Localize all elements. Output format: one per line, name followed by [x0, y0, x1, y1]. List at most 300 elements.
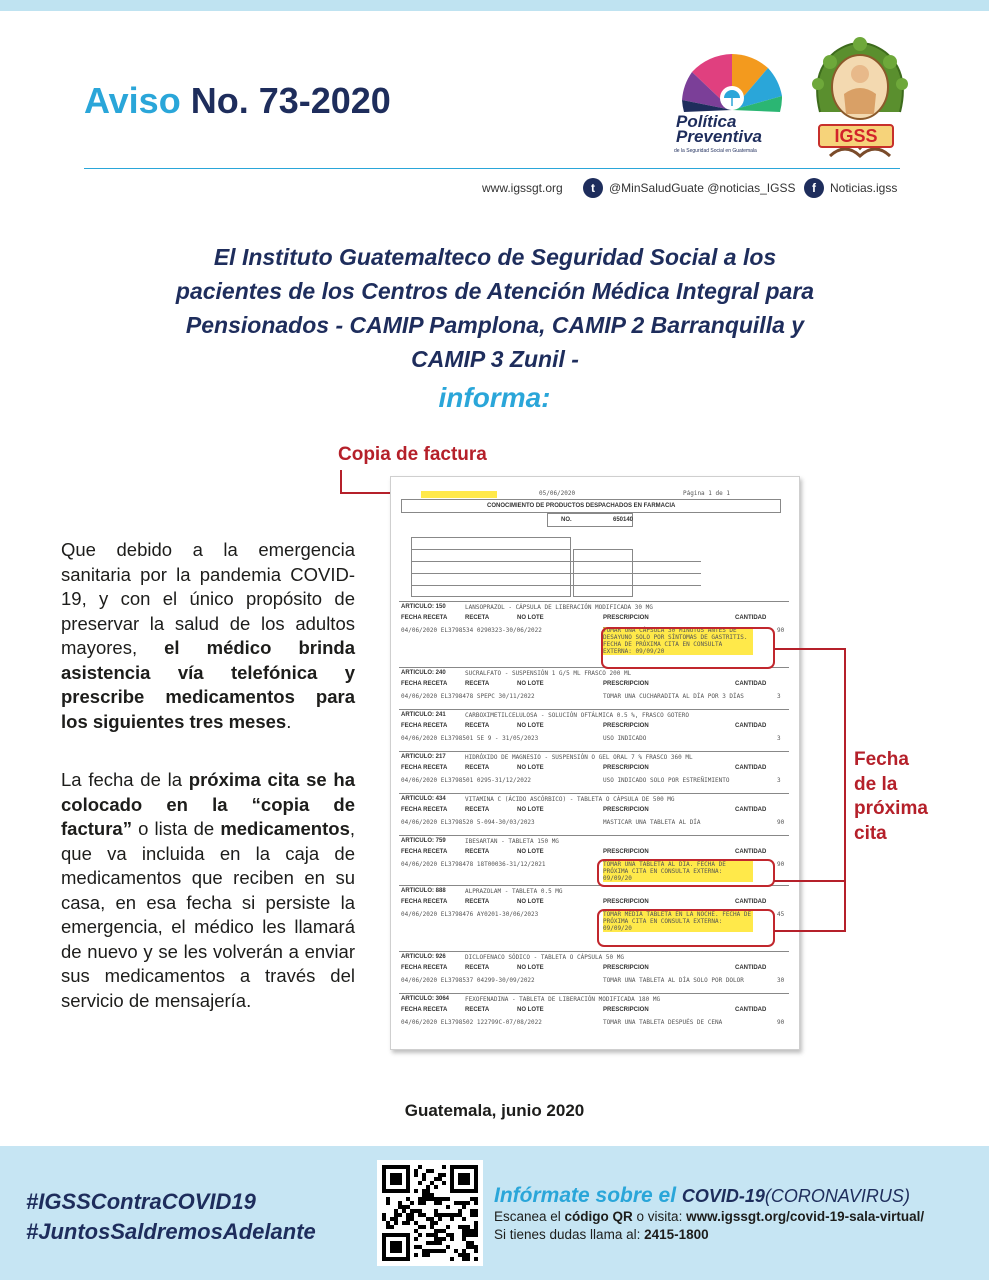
article-divider	[399, 793, 789, 794]
qr-module	[418, 1201, 422, 1205]
qr-module	[386, 1225, 390, 1229]
qr-module	[426, 1189, 430, 1193]
p1-text-a: Que debido a la emergencia sanitaria por la pandemia COVID-19, y con el único propósito de preservar la salud de los adultos mayores,	[61, 539, 355, 658]
qr-module	[406, 1205, 410, 1209]
qr-module	[426, 1253, 430, 1257]
qr-module	[450, 1233, 454, 1237]
qr-module	[390, 1225, 394, 1229]
invoice-number-label: NO.	[561, 517, 572, 523]
paragraph-1	[61, 538, 355, 734]
col-no-lote: NO LOTE	[517, 965, 544, 971]
col-no-lote: NO LOTE	[517, 1007, 544, 1013]
col-fecha-receta: FECHA RECETA	[401, 899, 448, 905]
qr-module	[470, 1233, 474, 1237]
qr-module	[446, 1225, 450, 1229]
footer-info-line3	[494, 1226, 924, 1244]
qr-module	[426, 1217, 430, 1221]
qr-module	[446, 1205, 450, 1209]
aviso-title	[84, 80, 391, 122]
headline-line4: CAMIP 3 Zunil -	[411, 346, 579, 372]
qr-module	[418, 1233, 422, 1237]
footer-info	[494, 1184, 924, 1244]
patient-info-row	[571, 561, 701, 562]
article-prescription: USO INDICADO	[603, 735, 647, 742]
qr-module	[458, 1213, 462, 1217]
logo-line1: Política	[676, 112, 737, 131]
qr-module	[422, 1193, 426, 1197]
p2-text-c: o lista de	[131, 818, 221, 839]
qr-module	[470, 1197, 474, 1201]
article-row-data: 04/06/2020 EL3798537 04299-30/09/2022	[401, 977, 535, 984]
col-receta: RECETA	[465, 807, 490, 813]
patient-info-row	[411, 549, 571, 550]
next-appointment-circle-2	[597, 859, 775, 887]
qr-module	[434, 1229, 438, 1233]
qr-module	[462, 1249, 466, 1253]
article-quantity: 45	[777, 911, 785, 918]
qr-module	[462, 1201, 466, 1205]
qr-module	[430, 1249, 434, 1253]
qr-module	[438, 1213, 442, 1217]
qr-module	[410, 1209, 414, 1213]
hashtag-igss: #IGSSContraCOVID19	[26, 1189, 256, 1214]
sala-virtual-link[interactable]: www.igssgt.org/covid-19-sala-virtual/	[686, 1209, 925, 1224]
informa-heading: informa:	[438, 382, 551, 413]
qr-module	[474, 1233, 478, 1237]
copia-factura-label: Copia de factura	[338, 444, 487, 465]
qr-module	[466, 1245, 470, 1249]
qr-module	[474, 1249, 478, 1253]
qr-module	[382, 1213, 386, 1217]
article-row-data: 04/06/2020 EL3798478 18T00036-31/12/2021	[401, 861, 546, 868]
qr-module	[438, 1173, 442, 1177]
article-description: SUCRALFATO - SUSPENSIÓN 1 G/5 ML FRASCO 200 ML	[465, 670, 632, 677]
aviso-number: No. 73-2020	[190, 80, 391, 121]
qr-module	[450, 1237, 454, 1241]
fecha-label-line4: cita	[854, 822, 887, 844]
qr-module	[470, 1245, 474, 1249]
qr-module	[454, 1249, 458, 1253]
col-cantidad: CANTIDAD	[735, 1007, 767, 1013]
article-description: DICLOFENACO SÓDICO - TABLETA O CÁPSULA 50 MG	[465, 954, 624, 961]
qr-module	[438, 1229, 442, 1233]
igss-logo	[790, 32, 930, 160]
qr-module	[414, 1253, 418, 1257]
col-prescripcion: PRESCRIPCION	[603, 849, 649, 855]
qr-module	[462, 1205, 466, 1209]
article-quantity: 3	[777, 777, 781, 784]
politica-preventiva-text	[676, 114, 762, 144]
article-prescription: TOMAR UNA TABLETA AL DÍA SOLO POR DOLOR	[603, 977, 744, 984]
qr-module	[418, 1225, 422, 1229]
article-divider	[399, 751, 789, 752]
col-cantidad: CANTIDAD	[735, 765, 767, 771]
col-cantidad: CANTIDAD	[735, 899, 767, 905]
footer-info-line2	[494, 1208, 924, 1226]
qr-module	[446, 1197, 450, 1201]
invoice-number-value: 650140	[613, 517, 634, 523]
article-quantity: 30	[777, 977, 785, 984]
website-text	[482, 178, 563, 198]
col-receta: RECETA	[465, 1007, 490, 1013]
qr-module	[426, 1169, 430, 1173]
qr-module	[430, 1241, 434, 1245]
article-code: ARTICULO: 888	[401, 888, 446, 894]
col-prescripcion: PRESCRIPCION	[603, 615, 649, 621]
col-fecha-receta: FECHA RECETA	[401, 807, 448, 813]
qr-module	[438, 1201, 442, 1205]
col-cantidad: CANTIDAD	[735, 849, 767, 855]
qr-module	[434, 1177, 438, 1181]
qr-module	[438, 1241, 442, 1245]
paragraph-2	[61, 768, 355, 1013]
qr-module	[402, 1221, 406, 1225]
qr-module	[422, 1173, 426, 1177]
col-prescripcion: PRESCRIPCION	[603, 965, 649, 971]
qr-module	[438, 1197, 442, 1201]
article-prescription: TOMAR UNA CÁPSULA 30 MINUTOS ANTES DE DESAYUNO SOLO POR SÍNTOMAS DE GASTRITIS. FECHA DE PRÓXIMA CITA EN CONSULTA EXTERNA: 09/09/20	[603, 627, 753, 655]
article-divider	[399, 993, 789, 994]
qr-module	[430, 1193, 434, 1197]
article-row-data: 04/06/2020 EL3798502 122799C-07/08/2022	[401, 1019, 542, 1026]
qr-module	[466, 1201, 470, 1205]
top-color-strip	[0, 0, 989, 11]
patient-id-highlight	[421, 491, 497, 498]
qr-module	[402, 1205, 406, 1209]
qr-module	[430, 1233, 434, 1237]
qr-module	[474, 1213, 478, 1217]
qr-module	[426, 1185, 430, 1189]
qr-module	[386, 1221, 390, 1225]
qr-module	[462, 1257, 466, 1261]
qr-module	[438, 1217, 442, 1221]
col-prescripcion: PRESCRIPCION	[603, 899, 649, 905]
qr-module	[434, 1221, 438, 1225]
qr-module	[434, 1201, 438, 1205]
qr-module	[454, 1201, 458, 1205]
col-cantidad: CANTIDAD	[735, 965, 767, 971]
qr-module	[474, 1257, 478, 1261]
qr-module	[414, 1237, 418, 1241]
facebook-contact	[804, 178, 897, 198]
p2-text-bold-2: medicamentos	[220, 818, 350, 839]
article-code: ARTICULO: 3064	[401, 996, 450, 1002]
qr-module	[426, 1233, 430, 1237]
qr-module	[414, 1169, 418, 1173]
qr-module	[438, 1237, 442, 1241]
col-cantidad: CANTIDAD	[735, 807, 767, 813]
qr-module	[382, 1217, 386, 1221]
qr-module	[422, 1177, 426, 1181]
article-divider	[399, 835, 789, 836]
igss-wordmark: IGSS	[818, 124, 894, 148]
article-row-data: 04/06/2020 EL3798501 5E 9 - 31/05/2023	[401, 735, 539, 742]
qr-module	[446, 1213, 450, 1217]
qr-module	[426, 1241, 430, 1245]
qr-module	[422, 1189, 426, 1193]
qr-module	[438, 1177, 442, 1181]
qr-module	[442, 1173, 446, 1177]
fecha-leader-vertical	[844, 648, 846, 930]
qr-module	[386, 1197, 390, 1201]
qr-module	[458, 1201, 462, 1205]
qr-module	[466, 1253, 470, 1257]
qr-module	[402, 1209, 406, 1213]
qr-module	[434, 1209, 438, 1213]
article-code: ARTICULO: 759	[401, 838, 446, 844]
article-description: CARBOXIMETILCELULOSA - SOLUCIÓN OFTÁLMICA 0.5 %, FRASCO GOTERO	[465, 712, 689, 719]
col-prescripcion: PRESCRIPCION	[603, 807, 649, 813]
next-appointment-circle-3	[597, 909, 775, 947]
qr-module	[414, 1209, 418, 1213]
col-cantidad: CANTIDAD	[735, 615, 767, 621]
city-date: Guatemala, junio 2020	[404, 1101, 585, 1120]
headline-line1: El Instituto Guatemalteco de Seguridad Social a los	[213, 244, 777, 270]
qr-finder	[390, 1173, 402, 1185]
article-quantity: 3	[777, 735, 781, 742]
qr-module	[450, 1213, 454, 1217]
article-prescription: TOMAR UNA TABLETA AL DÍA. FECHA DE PRÓXIMA CITA EN CONSULTA EXTERNA: 09/09/20	[603, 861, 753, 882]
patient-info-row	[571, 573, 701, 574]
qr-module	[398, 1201, 402, 1205]
col-no-lote: NO LOTE	[517, 899, 544, 905]
info-title-a: Infórmate sobre el	[494, 1184, 682, 1207]
twitter-handles: @MinSaludGuate @noticias_IGSS	[609, 181, 796, 195]
qr-module	[458, 1253, 462, 1257]
col-receta: RECETA	[465, 615, 490, 621]
qr-module	[442, 1237, 446, 1241]
col-cantidad: CANTIDAD	[735, 681, 767, 687]
qr-module	[422, 1249, 426, 1253]
qr-module	[450, 1257, 454, 1261]
line2-a: Escanea el	[494, 1209, 565, 1224]
article-code: ARTICULO: 217	[401, 754, 446, 760]
qr-module	[414, 1189, 418, 1193]
qr-module	[422, 1253, 426, 1257]
qr-module	[466, 1241, 470, 1245]
article-description: VITAMINA C (ÁCIDO ASCÓRBICO) - TABLETA O CÁPSULA DE 500 MG	[465, 796, 675, 803]
qr-module	[446, 1233, 450, 1237]
article-description: IBESARTAN - TABLETA 150 MG	[465, 838, 559, 845]
col-receta: RECETA	[465, 965, 490, 971]
qr-module	[442, 1181, 446, 1185]
article-row-data: 04/06/2020 EL3798476 AY0201-30/06/2023	[401, 911, 539, 918]
qr-module	[462, 1233, 466, 1237]
headline	[100, 240, 890, 376]
qr-module	[458, 1209, 462, 1213]
footer-info-title	[494, 1184, 924, 1208]
qr-module	[394, 1209, 398, 1213]
twitter-contact	[583, 178, 795, 198]
qr-module	[422, 1197, 426, 1201]
logo-line2: Preventiva	[676, 127, 762, 146]
politica-preventiva-subtitle: de la Seguridad Social en Guatemala	[674, 148, 757, 154]
qr-module	[418, 1165, 422, 1169]
article-prescription: TOMAR MEDIA TABLETA EN LA NOCHE. FECHA DE PRÓXIMA CITA EN CONSULTA EXTERNA: 09/09/20	[603, 911, 752, 932]
qr-module	[414, 1173, 418, 1177]
article-row-data: 04/06/2020 EL3798520 5-094-30/03/2023	[401, 819, 535, 826]
qr-module	[430, 1217, 434, 1221]
col-no-lote: NO LOTE	[517, 681, 544, 687]
qr-module	[434, 1185, 438, 1189]
qr-module	[394, 1213, 398, 1217]
patient-info-row	[571, 585, 701, 586]
qr-module	[426, 1197, 430, 1201]
aviso-label: Aviso	[84, 80, 181, 121]
website-label: www.igssgt.org	[482, 181, 563, 195]
facebook-icon: f	[804, 178, 824, 198]
article-quantity: 3	[777, 693, 781, 700]
col-prescripcion: PRESCRIPCION	[603, 1007, 649, 1013]
qr-module	[430, 1181, 434, 1185]
qr-module	[430, 1221, 434, 1225]
qr-module	[406, 1221, 410, 1225]
qr-module	[470, 1241, 474, 1245]
qr-module	[470, 1213, 474, 1217]
article-prescription: USO INDICADO SOLO POR ESTREÑIMIENTO	[603, 777, 730, 784]
qr-module	[462, 1217, 466, 1221]
header-divider	[84, 168, 900, 169]
qr-module	[418, 1245, 422, 1249]
qr-module	[474, 1201, 478, 1205]
qr-module	[474, 1197, 478, 1201]
article-prescription: TOMAR UNA TABLETA DESPUÉS DE CENA	[603, 1019, 723, 1026]
article-quantity: 90	[777, 819, 785, 826]
qr-module	[466, 1233, 470, 1237]
qr-module	[394, 1217, 398, 1221]
qr-module	[398, 1205, 402, 1209]
article-code: ARTICULO: 434	[401, 796, 446, 802]
qr-module	[426, 1249, 430, 1253]
fecha-label-line3: próxima	[854, 798, 928, 819]
headline-line2: pacientes de los Centros de Atención Médica Integral para	[175, 278, 815, 304]
qr-module	[454, 1213, 458, 1217]
p1-text-bold: el médico brinda asistencia vía telefónica y prescribe medicamentos para los siguientes tres meses	[61, 637, 355, 732]
article-description: FEXOFENADINA - TABLETA DE LIBERACIÓN MODIFICADA 180 MG	[465, 996, 661, 1003]
umbrella-icon	[682, 48, 782, 114]
col-receta: RECETA	[465, 765, 490, 771]
patient-info-row	[411, 561, 571, 562]
col-fecha-receta: FECHA RECETA	[401, 1007, 448, 1013]
twitter-icon: t	[583, 178, 603, 198]
qr-module	[430, 1197, 434, 1201]
phone-number[interactable]: 2415-1800	[644, 1227, 709, 1242]
qr-module	[466, 1257, 470, 1261]
col-receta: RECETA	[465, 849, 490, 855]
qr-module	[466, 1229, 470, 1233]
col-fecha-receta: FECHA RECETA	[401, 765, 448, 771]
article-prescription: TOMAR UNA CUCHARADITA AL DÍA POR 3 DÍAS	[603, 693, 744, 700]
qr-module	[434, 1233, 438, 1237]
qr-module	[470, 1229, 474, 1233]
next-appointment-circle-1	[601, 627, 775, 669]
qr-module	[442, 1197, 446, 1201]
qr-module	[434, 1197, 438, 1201]
p2-text-bold-1: próxima cita se ha colocado en la “copia de factura”	[61, 769, 355, 839]
fecha-leader-middle	[774, 880, 846, 882]
politica-preventiva-logo	[674, 48, 790, 160]
line2-c: o visita:	[632, 1209, 687, 1224]
article-quantity: 90	[777, 1019, 785, 1026]
patient-info-box	[411, 537, 571, 597]
qr-module	[434, 1249, 438, 1253]
col-cantidad: CANTIDAD	[735, 723, 767, 729]
qr-module	[414, 1245, 418, 1249]
article-code: ARTICULO: 241	[401, 712, 446, 718]
article-row-data: 04/06/2020 EL3798501 0295-31/12/2022	[401, 777, 532, 784]
invoice-copy-image	[390, 476, 800, 1050]
qr-module	[430, 1225, 434, 1229]
p1-text-c: .	[286, 710, 292, 732]
qr-module	[434, 1213, 438, 1217]
qr-module	[406, 1217, 410, 1221]
qr-module	[474, 1245, 478, 1249]
qr-module	[430, 1169, 434, 1173]
qr-module	[434, 1241, 438, 1245]
invoice-title: CONOCIMIENTO DE PRODUCTOS DESPACHADOS EN FARMACIA	[487, 503, 676, 509]
qr-module	[474, 1221, 478, 1225]
qr-module	[446, 1245, 450, 1249]
qr-module	[450, 1217, 454, 1221]
qr-module	[422, 1201, 426, 1205]
article-divider	[399, 709, 789, 710]
qr-module	[442, 1229, 446, 1233]
qr-module	[418, 1197, 422, 1201]
qr-finder	[390, 1241, 402, 1253]
qr-module	[394, 1221, 398, 1225]
article-code: ARTICULO: 926	[401, 954, 446, 960]
article-row-data: 04/06/2020 EL3798534 0290323-30/06/2022	[401, 627, 542, 634]
line3-a: Si tienes dudas llama al:	[494, 1227, 645, 1242]
article-description: LANSOPRAZOL - CÁPSULA DE LIBERACIÓN MODIFICADA 30 MG	[465, 604, 653, 611]
qr-module	[390, 1217, 394, 1221]
col-prescripcion: PRESCRIPCION	[603, 681, 649, 687]
qr-module	[462, 1229, 466, 1233]
col-receta: RECETA	[465, 899, 490, 905]
fecha-leader-bottom	[774, 930, 846, 932]
invoice-page: Página 1 de 1	[683, 490, 730, 497]
invoice-date: 05/06/2020	[539, 490, 576, 497]
col-fecha-receta: FECHA RECETA	[401, 849, 448, 855]
p2-text-a: La fecha de la	[61, 769, 189, 790]
col-no-lote: NO LOTE	[517, 807, 544, 813]
article-code: ARTICULO: 150	[401, 604, 446, 610]
article-quantity: 90	[777, 627, 785, 634]
qr-module	[414, 1229, 418, 1233]
col-fecha-receta: FECHA RECETA	[401, 723, 448, 729]
patient-info-row	[411, 573, 571, 574]
article-divider	[399, 601, 789, 602]
fecha-leader-top	[774, 648, 846, 650]
qr-code[interactable]	[377, 1160, 483, 1266]
qr-module	[474, 1229, 478, 1233]
qr-module	[442, 1213, 446, 1217]
col-receta: RECETA	[465, 681, 490, 687]
headline-line3: Pensionados - CAMIP Pamplona, CAMIP 2 Barranquilla y	[185, 312, 805, 338]
qr-module	[406, 1213, 410, 1217]
qr-module	[438, 1249, 442, 1253]
patient-info-row	[411, 585, 571, 586]
qr-module	[386, 1201, 390, 1205]
line2-qr: código QR	[564, 1209, 633, 1224]
col-no-lote: NO LOTE	[517, 849, 544, 855]
p2-text-e: , que va incluida en la caja de medicamentos que reciben en su casa, en esa fecha si persiste la emergencia, el médico les llamará de nuevo y se les volverán a enviar sus medicamentos a través del servicio de mensajería.	[61, 818, 355, 1011]
col-receta: RECETA	[465, 723, 490, 729]
qr-module	[398, 1213, 402, 1217]
facebook-handle: Noticias.igss	[830, 181, 898, 195]
qr-module	[434, 1237, 438, 1241]
col-prescripcion: PRESCRIPCION	[603, 765, 649, 771]
